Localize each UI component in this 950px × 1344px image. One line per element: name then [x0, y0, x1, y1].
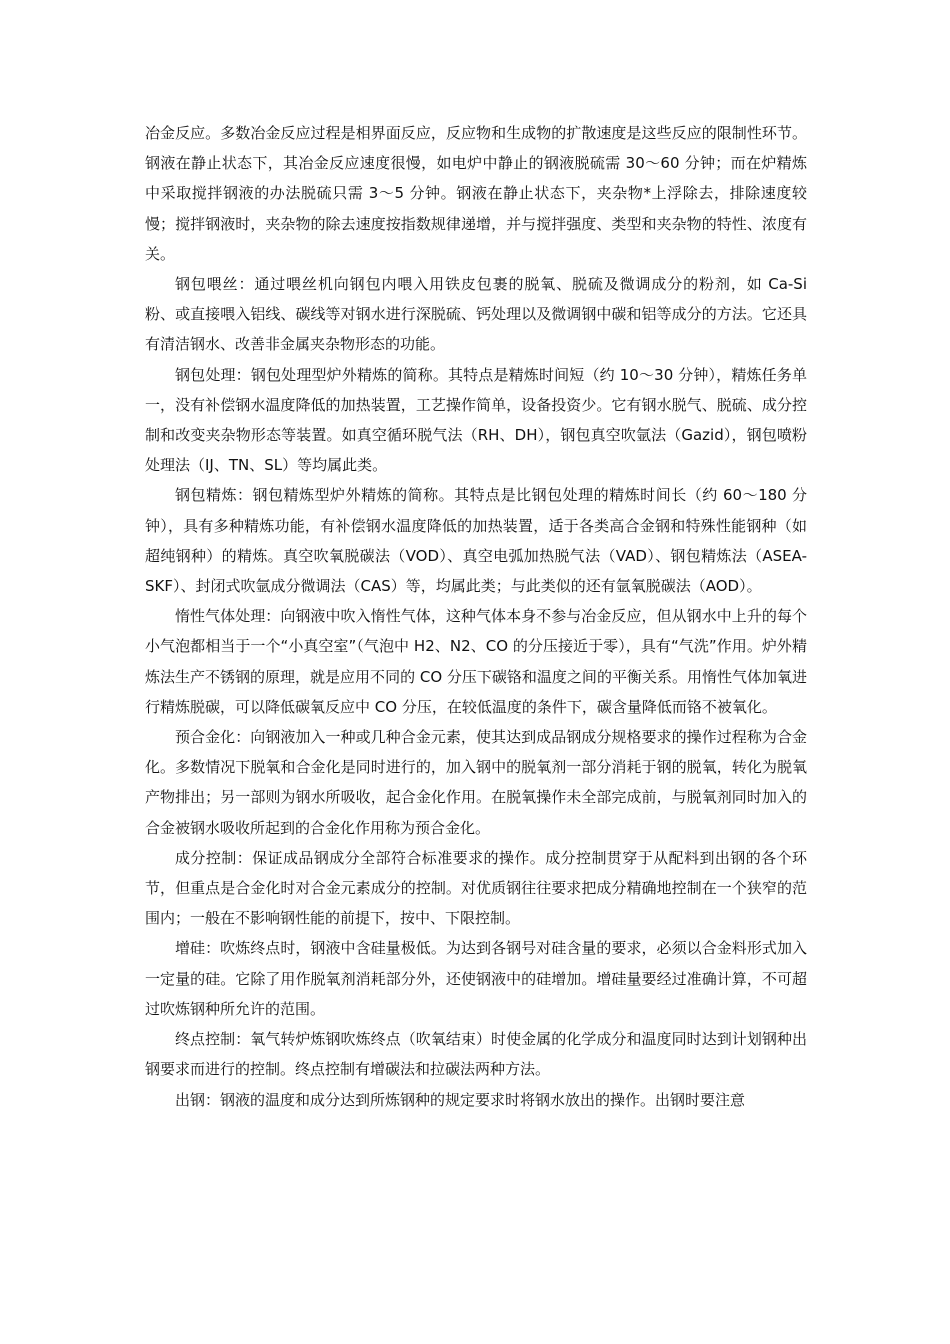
paragraph-ladle-wire-feeding: 钢包喂丝：通过喂丝机向钢包内喂入用铁皮包裹的脱氧、脱硫及微调成分的粉剂，如 Ca-Si 粉、或直接喂入铝线、碳线等对钢水进行深脱硫、钙处理以及微调钢中碳和铝等成分的方法。它还具有清洁钢水、改善非金属夹杂物形态的功能。 — [145, 275, 807, 354]
document-body — [145, 118, 807, 1115]
paragraph-ladle-treatment: 钢包处理：钢包处理型炉外精炼的简称。其特点是精炼时间短（约 10～30 分钟），精炼任务单一，没有补偿钢水温度降低的加热装置，工艺操作简单，设备投资少。它有钢水脱气、脱硫、成分控制和改变夹杂物形态等装置。如真空循环脱气法（RH、DH），钢包真空吹氩法（Gazid），钢包喷粉处理法（IJ、TN、SL）等均属此类。 — [145, 365, 807, 475]
paragraph-ladle-refining: 钢包精炼：钢包精炼型炉外精炼的简称。其特点是比钢包处理的精炼时间长（约 60～180 分钟），具有多种精炼功能，有补偿钢水温度降低的加热装置，适于各类高合金钢和特殊性能钢种（如超纯钢种）的精炼。真空吹氧脱碳法（VOD）、真空电弧加热脱气法（VAD）、钢包精炼法（ASEA-SKF）、封闭式吹氩成分微调法（CAS）等，均属此类；与此类似的还有氩氧脱碳法（AOD）。 — [145, 486, 807, 596]
paragraph-endpoint-control: 终点控制：氧气转炉炼钢吹炼终点（吹氧结束）时使金属的化学成分和温度同时达到计划钢种出钢要求而进行的控制。终点控制有增碳法和拉碳法两种方法。 — [145, 1030, 807, 1079]
paragraph-inert-gas-treatment: 惰性气体处理：向钢液中吹入惰性气体，这种气体本身不参与冶金反应，但从钢水中上升的每个小气泡都相当于一个“小真空室”（气泡中 H2、N2、CO 的分压接近于零），具有“气洗”作用。炉外精炼法生产不锈钢的原理，就是应用不同的 CO 分压下碳铬和温度之间的平衡关系。用惰性气体加氧进行精炼脱碳，可以降低碳氧反应中 CO 分压，在较低温度的条件下，碳含量降低而铬不被氧化。 — [145, 607, 807, 716]
paragraph-composition-control: 成分控制：保证成品钢成分全部符合标准要求的操作。成分控制贯穿于从配料到出钢的各个环节，但重点是合金化时对合金元素成分的控制。对优质钢往往要求把成分精确地控制在一个狭窄的范围内；一般在不影响钢性能的前提下，按中、下限控制。 — [145, 848, 807, 928]
paragraph-silicon-addition: 增硅：吹炼终点时，钢液中含硅量极低。为达到各钢号对硅含量的要求，必须以合金料形式加入一定量的硅。它除了用作脱氧剂消耗部分外，还使钢液中的硅增加。增硅量要经过准确计算，不可超过吹炼钢种所允许的范围。 — [145, 939, 807, 1018]
paragraph-tapping: 出钢：钢液的温度和成分达到所炼钢种的规定要求时将钢水放出的操作。出钢时要注意 — [175, 1090, 746, 1109]
paragraph-metallurgical-reaction: 冶金反应。多数冶金反应过程是相界面反应，反应物和生成物的扩散速度是这些反应的限制性环节。钢液在静止状态下，其冶金反应速度很慢，如电炉中静止的钢液脱硫需 30～60 分钟；而在炉精炼中采取搅拌钢液的办法脱硫只需 3～5 分钟。钢液在静止状态下，夹杂物*上浮除去，排除速度较慢；搅拌钢液时，夹杂物的除去速度按指数规律递增，并与搅拌强度、类型和夹杂物的特性、浓度有关。 — [145, 124, 807, 263]
paragraph-pre-alloying: 预合金化：向钢液加入一种或几种合金元素，使其达到成品钢成分规格要求的操作过程称为合金化。多数情况下脱氧和合金化是同时进行的，加入钢中的脱氧剂一部分消耗于钢的脱氧，转化为脱氧产物排出；另一部则为钢水所吸收，起合金化作用。在脱氧操作未全部完成前，与脱氧剂同时加入的合金被钢水吸收所起到的合金化作用称为预合金化。 — [145, 728, 807, 837]
